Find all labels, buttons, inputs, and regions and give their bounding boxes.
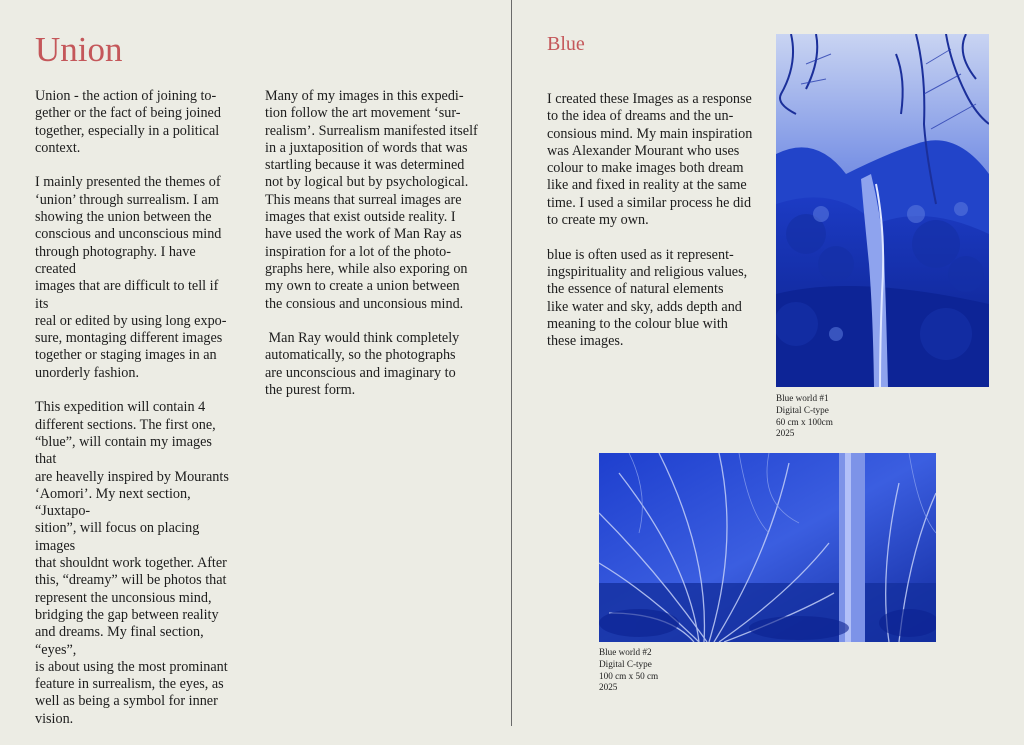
paragraph: Union - the action of joining to- gether or the fact of being joined together, especially in a political context.: [35, 88, 221, 156]
left-page: [0, 0, 512, 726]
blue-world-1-photo: [776, 34, 989, 387]
caption-title: Blue world #1: [776, 393, 829, 403]
photo-1-caption: [776, 393, 833, 440]
text-column-2: [265, 88, 480, 417]
paragraph: Many of my images in this expedi- tion follow the art movement ‘sur- realism’. Surrealism manifested itself in a juxtaposition of words that was startling because it was determined not by logical but by psychological. This means that surreal images are images that exist outside reality. I have used the work of Man Ray as inspiration for a lot of the photo- graphs here, while also exporing on my own to create a union between the consious and unconsious mind.: [265, 88, 478, 312]
caption-size: 100 cm x 50 cm: [599, 670, 659, 681]
caption-title: Blue world #2: [599, 647, 652, 657]
paragraph: I mainly presented the themes of ‘union’ through surrealism. I am showing the union between the conscious and unconscious mind through photography. I have created images that are difficult to tell if its real or edited by using long expo- sure, montaging different images together or staging images in an unorderly fashion.: [35, 174, 227, 381]
photo-2-caption: [599, 647, 658, 694]
caption-year: 2025: [599, 682, 618, 693]
paragraph: This expedition will contain 4 different sections. The first one, “blue”, will contain my images that are heavelly inspired by Mourants ‘Aomori’. My next section, “Juxtapo- sition”, will focus on placing images that shouldnt work together. After this, “dreamy” will be photos that represent the unconsious mind, bridging the gap between reality and dreams. My final section, “eyes”, is about using the most prominant feature in surrealism, the eyes, as well as being a symbol for inner vision.: [35, 399, 229, 727]
paragraph: I created these Images as a response to the idea of dreams and the un- consious mind. My main inspiration was Alexander Mourant who uses colour to make images both dream like and fixed in reality at the same time. I used a similar process he did to create my own.: [547, 91, 753, 229]
caption-year: 2025: [776, 428, 795, 439]
text-column-3: [547, 91, 767, 368]
caption-medium: Digital C-type: [776, 404, 829, 415]
right-page: [512, 0, 1024, 726]
caption-size: 60 cm x 100cm: [776, 416, 833, 427]
section-title: Blue: [547, 33, 585, 55]
page-title: Union: [35, 30, 123, 69]
text-column-1: [35, 88, 235, 745]
paragraph: blue is often used as it represent- ingspirituality and religious values, the essence of natural elements like water and sky, adds depth and meaning to the colour blue with these images.: [547, 246, 748, 350]
blue-world-2-photo: [599, 453, 936, 642]
paragraph: Man Ray would think completely automatically, so the photographs are unconscious and imaginary to the purest form.: [265, 330, 460, 399]
caption-medium: Digital C-type: [599, 658, 652, 669]
